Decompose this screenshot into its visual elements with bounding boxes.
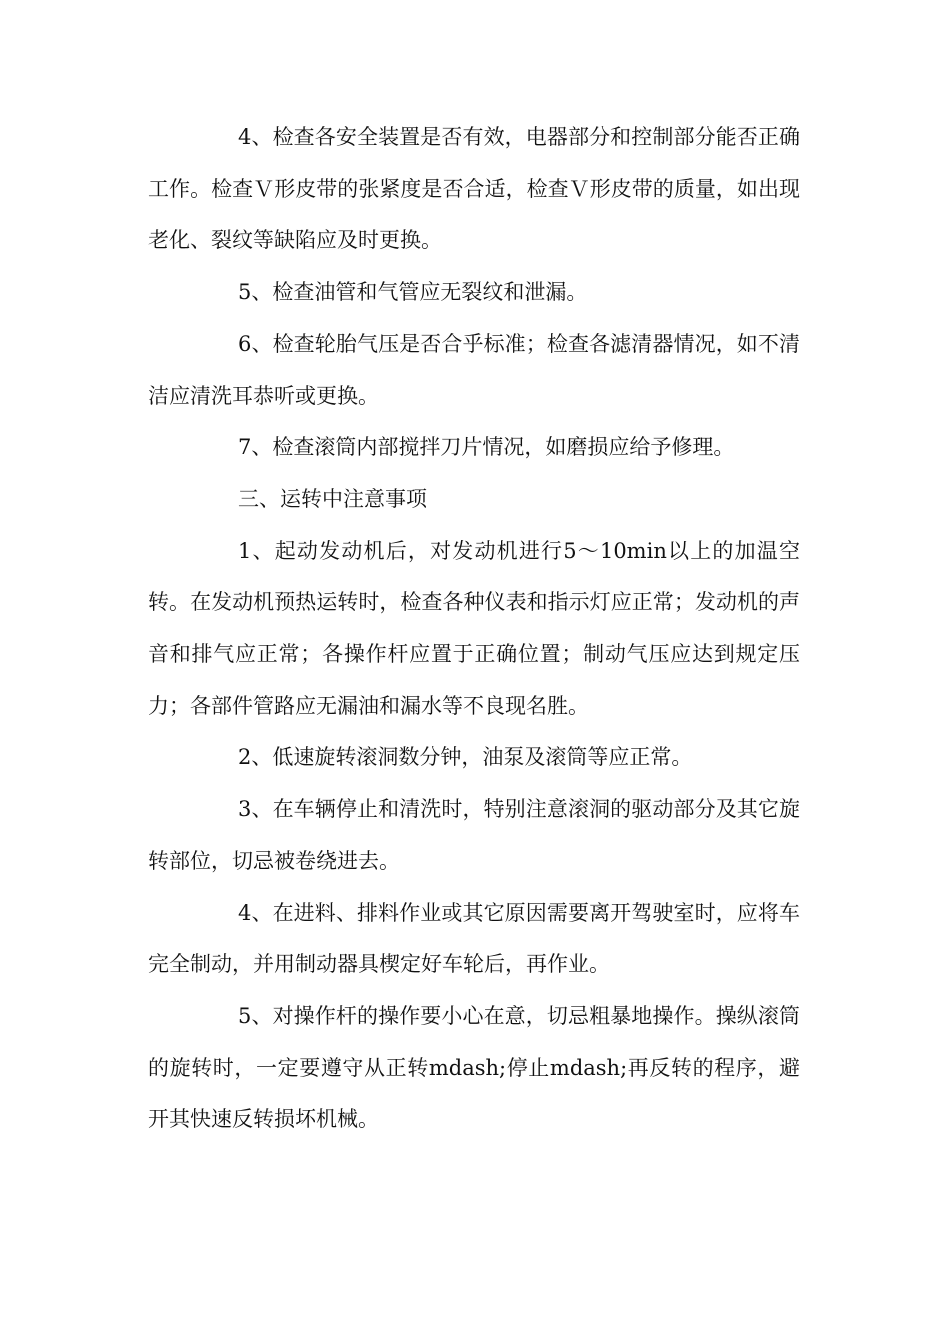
paragraph-check-safety-devices: 4、检查各安全装置是否有效，电器部分和控制部分能否正确工作。检查Ｖ形皮带的张紧度是否合适，检查Ｖ形皮带的质量，如出现老化、裂纹等缺陷应及时更换。	[148, 125, 800, 253]
paragraph-engine-warmup: 1、起动发动机后，对发动机进行5～10min以上的加温空转。在发动机预热运转时，检查各种仪表和指示灯应正常；发动机的声音和排气应正常；各操作杆应置于正确位置；制动气压应达到规定压力；各部件管路应无漏油和漏水等不良现名胜。	[148, 538, 800, 718]
paragraph-low-speed-rotation: 2、低速旋转滚洞数分钟，油泵及滚筒等应正常。	[238, 745, 693, 770]
paragraph-check-pipes: 5、检查油管和气管应无裂纹和泄漏。	[238, 280, 588, 305]
paragraph-check-drum-blades: 7、检查滚筒内部搅拌刀片情况，如磨损应给予修理。	[238, 435, 735, 460]
paragraph-lever-operation: 5、对操作杆的操作要小心在意，切忌粗暴地操作。操纵滚筒的旋转时，一定要遵守从正转mdash;停止mdash;再反转的程序，避开其快速反转损坏机械。	[148, 1003, 800, 1132]
paragraph-cleaning-caution: 3、在车辆停止和清洗时，特别注意滚洞的驱动部分及其它旋转部位，切忌被卷绕进去。	[148, 797, 800, 873]
paragraph-check-tires-filters: 6、检查轮胎气压是否合乎标准；检查各滤清器情况，如不清洁应清洗耳恭听或更换。	[148, 331, 800, 408]
document-body	[148, 112, 800, 1146]
paragraph-leaving-cab: 4、在进料、排料作业或其它原因需要离开驾驶室时，应将车完全制动，并用制动器具楔定好车轮后，再作业。	[148, 900, 800, 977]
section-heading-operation-notes: 三、运转中注意事项	[238, 486, 427, 511]
